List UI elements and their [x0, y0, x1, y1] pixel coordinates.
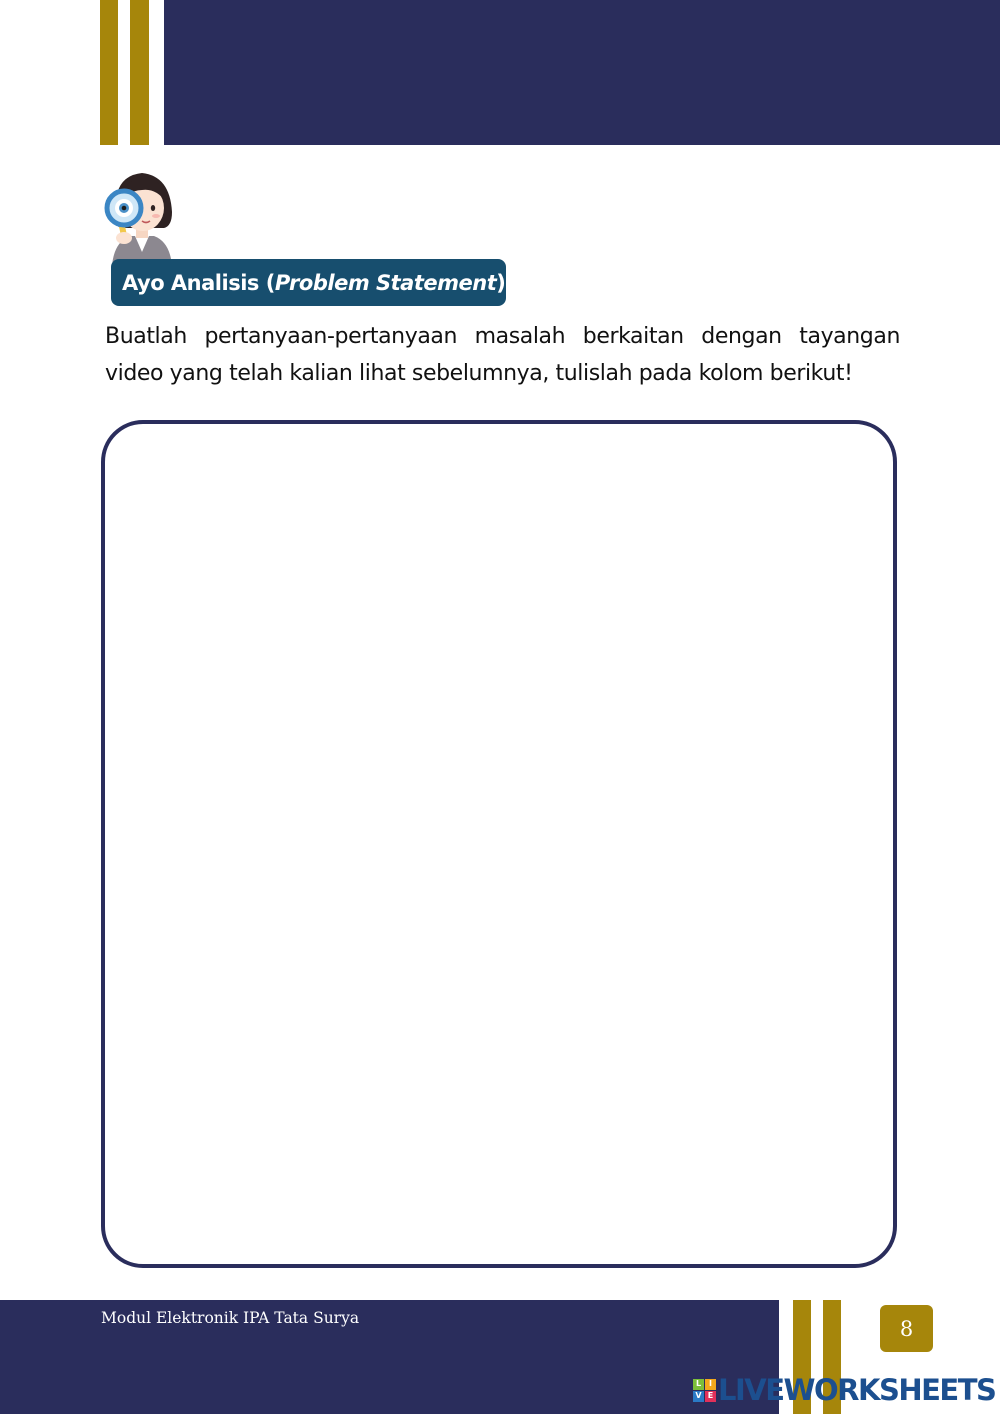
heading-suffix: ) [496, 270, 506, 295]
logo-grid-icon [693, 1379, 716, 1402]
answer-box[interactable] [101, 420, 897, 1268]
logo-wordmark: LIVEWORKSHEETS [718, 1373, 996, 1407]
heading-prefix: Ayo Analisis ( [122, 270, 275, 295]
logo-grid-letter: V [693, 1391, 704, 1402]
header-navy-band [164, 0, 1000, 145]
section-heading-tag [111, 259, 506, 306]
heading-italic: Problem Statement [274, 270, 497, 295]
logo-grid-letter: I [705, 1379, 716, 1390]
logo-grid-letter: E [705, 1391, 716, 1402]
liveworksheets-logo [693, 1373, 995, 1407]
girl-with-magnifying-glass-icon [102, 168, 182, 266]
logo-grid-letter: L [693, 1379, 704, 1390]
top-gold-stripe-left [100, 0, 118, 145]
instruction-text: Buatlah pertanyaan-pertanyaan masalah berkaitan dengan tayangan video yang telah kalian lihat sebelumnya, tulislah pada kolom berikut! [105, 324, 900, 386]
top-gold-stripe-right [130, 0, 149, 145]
footer-module-title: Modul Elektronik IPA Tata Surya [101, 1309, 360, 1327]
page-number-badge: 8 [880, 1305, 933, 1352]
